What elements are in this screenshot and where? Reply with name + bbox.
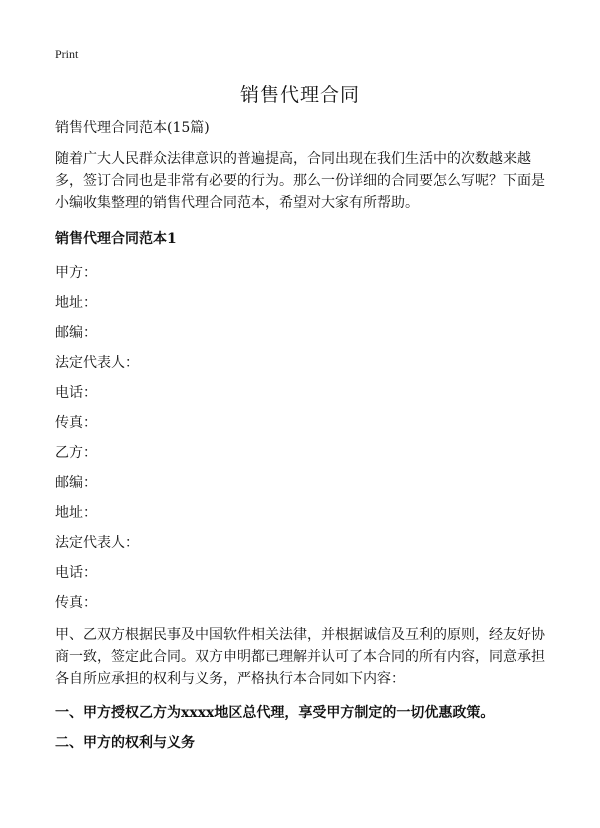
print-link[interactable]: Print (55, 47, 79, 61)
field-party-b: 乙方： (55, 445, 97, 461)
document-body (55, 118, 555, 762)
field-address-a: 地址： (55, 295, 97, 311)
clause-1: 一、甲方授权乙方为xxxx地区总代理，享受甲方制定的一切优惠政策。 (55, 705, 495, 721)
agreement-paragraph: 甲、乙双方根据民事及中国软件相关法律，并根据诚信及互利的原则，经友好协商一致，签定此合同。双方申明都已理解并认可了本合同的所有内容，同意承担各自所应承担的权利与义务，严格执行本合同如下内容： (55, 627, 545, 687)
field-legal-rep-b: 法定代表人： (55, 535, 139, 551)
document-title: 销售代理合同 (239, 84, 360, 106)
field-fax-a: 传真： (55, 415, 97, 431)
field-phone-b: 电话： (55, 565, 97, 581)
intro-paragraph: 随着广大人民群众法律意识的普遍提高，合同出现在我们生活中的次数越来越多，签订合同也是非常有必要的行为。那么一份详细的合同要怎么写呢？下面是小编收集整理的销售代理合同范本，希望对大家有所帮助。 (55, 151, 545, 211)
field-phone-a: 电话： (55, 385, 97, 401)
field-postcode-a: 邮编： (55, 325, 97, 341)
field-address-b: 地址： (55, 505, 97, 521)
field-legal-rep-a: 法定代表人： (55, 355, 139, 371)
field-party-a: 甲方： (55, 265, 97, 281)
section-heading: 销售代理合同范本1 (55, 231, 177, 247)
clause-2: 二、甲方的权利与义务 (55, 735, 195, 751)
field-fax-b: 传真： (55, 595, 97, 611)
document-subtitle: 销售代理合同范本(15篇) (55, 120, 210, 136)
field-postcode-b: 邮编： (55, 475, 97, 491)
